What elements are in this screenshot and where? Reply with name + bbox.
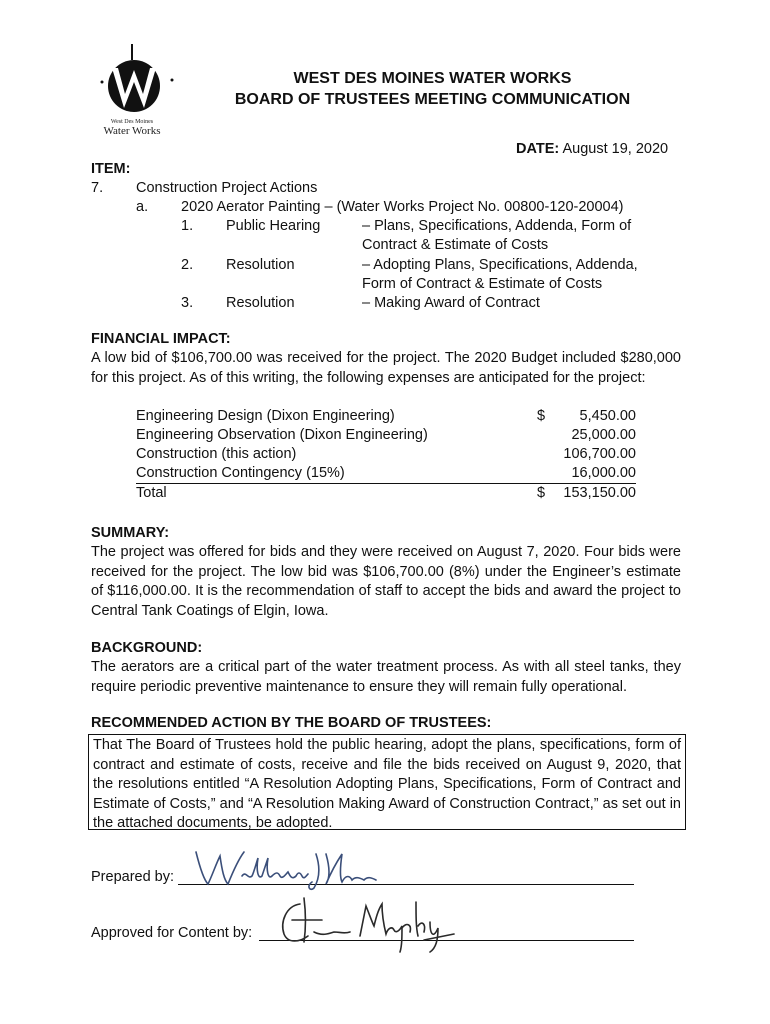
item-title: Construction Project Actions — [136, 180, 318, 196]
item-sub-title: 2020 Aerator Painting – (Water Works Project No. 00800-120-20004) — [181, 199, 624, 215]
background-text: The aerators are a critical part of the water treatment process. As with all steel tanks, they require periodic preventive maintenance to ensure they will remain fully operational. — [91, 659, 681, 695]
total-amount: 153,150.00 — [563, 485, 636, 501]
background-heading: BACKGROUND: — [91, 640, 203, 656]
action-num: 1. — [181, 218, 194, 234]
financial-heading: FINANCIAL IMPACT: — [91, 331, 231, 347]
action-desc-cont: Contract & Estimate of Costs — [362, 237, 549, 253]
recommended-box — [88, 734, 686, 830]
approved-signature — [274, 892, 464, 954]
item-label: ITEM: — [91, 161, 131, 177]
expense-amount: 5,450.00 — [579, 408, 636, 424]
logo-caption — [100, 119, 164, 137]
expense-currency: $ — [537, 408, 546, 424]
document-title: BOARD OF TRUSTEES MEETING COMMUNICATION — [234, 91, 631, 108]
item-sub-letter: a. — [136, 199, 149, 215]
item-number: 7. — [91, 180, 104, 196]
expense-amount: 16,000.00 — [571, 465, 636, 481]
expense-label: Construction Contingency (15%) — [136, 465, 345, 481]
total-row — [136, 484, 636, 504]
prepared-by-label: Prepared by: — [91, 869, 175, 885]
logo-text: Water Works — [103, 125, 161, 137]
action-desc: – Plans, Specifications, Addenda, Form of — [362, 218, 632, 234]
action-num: 3. — [181, 295, 194, 311]
total-label: Total — [136, 485, 167, 501]
expense-label: Engineering Observation (Dixon Engineering) — [136, 427, 428, 443]
total-currency: $ — [537, 485, 546, 501]
recommended-heading: RECOMMENDED ACTION BY THE BOARD OF TRUSTEES: — [91, 715, 492, 731]
action-type: Public Hearing — [226, 218, 321, 234]
summary-heading: SUMMARY: — [91, 525, 170, 541]
date — [516, 141, 668, 157]
logo-small-text: West Des Moines — [110, 119, 154, 125]
action-type: Resolution — [226, 295, 295, 311]
recommended-text: That The Board of Trustees hold the public hearing, adopt the plans, specifications, form of contract and estimate of costs, receive and file the bids received on August 9, 2020, that the resolutions entitled “A Resolution Adopting Plans, Specifications, Form of Contract and Estimate of Costs,” and “A Resolution Making Award of Construction Contract,” as set out in the attached documents, be adopted. — [93, 737, 681, 831]
expense-row — [136, 464, 636, 484]
action-type: Resolution — [226, 257, 295, 273]
expense-label: Engineering Design (Dixon Engineering) — [136, 408, 395, 424]
action-desc-cont: Form of Contract & Estimate of Costs — [362, 276, 603, 292]
org-title: WEST DES MOINES WATER WORKS — [293, 70, 572, 87]
date-label: DATE: — [516, 141, 560, 157]
financial-text: A low bid of $106,700.00 was received for the project. The 2020 Budget included $280,000 for this project. As of this writing, the following expenses are anticipated for the project: — [91, 350, 681, 386]
prepared-signature — [192, 846, 382, 894]
approved-by-label: Approved for Content by: — [91, 925, 253, 941]
action-num: 2. — [181, 257, 194, 273]
summary-text: The project was offered for bids and they were received on August 7, 2020. Four bids were received for the project. The low bid was $106,700.00 (8%) under the Engineer’s estimate of $116,000.00. It is the recommendation of staff to accept the bids and award the project to Central Tank Coatings of Elgin, Iowa. — [91, 544, 681, 619]
expense-row — [136, 426, 636, 446]
expense-amount: 106,700.00 — [563, 446, 636, 462]
action-desc: – Adopting Plans, Specifications, Addenda, — [362, 257, 638, 273]
date-value: August 19, 2020 — [562, 141, 669, 157]
action-desc: – Making Award of Contract — [362, 295, 540, 311]
expense-amount: 25,000.00 — [571, 427, 636, 443]
expense-row — [136, 407, 636, 427]
expense-row — [136, 445, 636, 465]
expense-label: Construction (this action) — [136, 446, 297, 462]
